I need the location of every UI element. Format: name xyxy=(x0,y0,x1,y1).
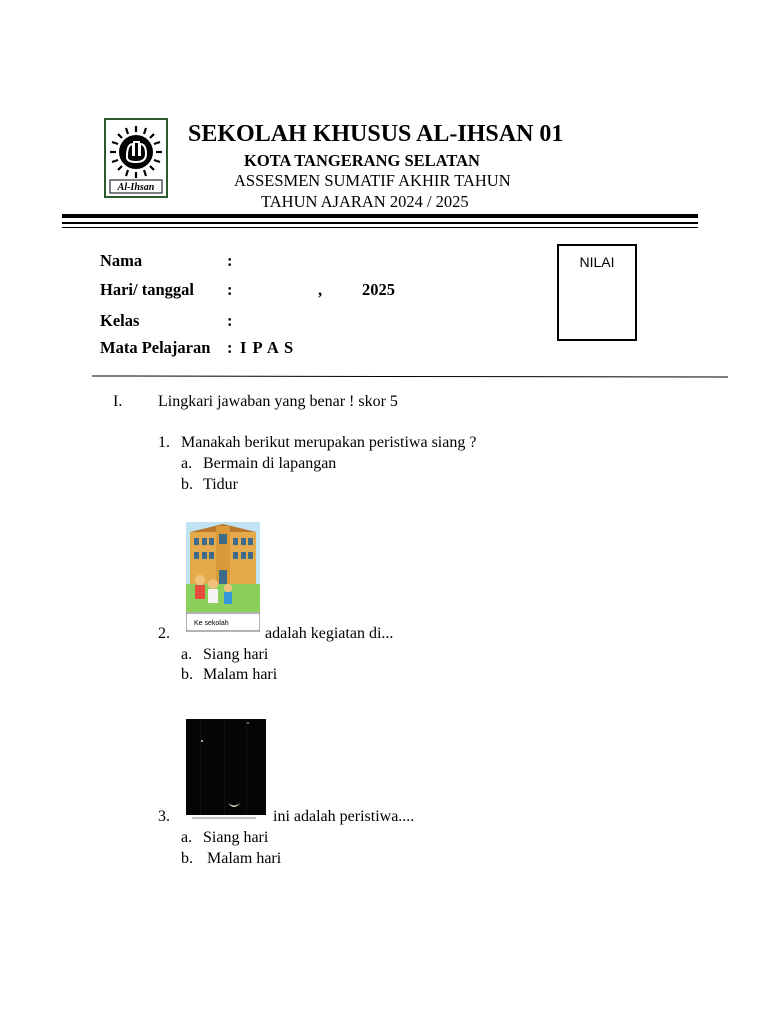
question-3-text: ini adalah peristiwa.... xyxy=(273,808,415,825)
date-colon: : xyxy=(227,280,233,299)
question-2-option-a-letter: a. xyxy=(181,646,193,663)
name-label: Nama xyxy=(100,251,143,270)
school-name: SEKOLAH KHUSUS AL-IHSAN 01 xyxy=(188,121,564,147)
section-instruction: Lingkari jawaban yang benar ! skor 5 xyxy=(158,393,398,410)
question-2-option-b-letter: b. xyxy=(181,666,193,683)
class-label: Kelas xyxy=(100,311,140,330)
assessment-title: ASSESMEN SUMATIF AKHIR TAHUN xyxy=(234,171,511,190)
night-sky-illustration xyxy=(186,719,266,821)
question-2-number: 2. xyxy=(158,625,170,642)
score-label: NILAI xyxy=(579,254,615,270)
score-box xyxy=(557,244,637,341)
question-3-option-a-letter: a. xyxy=(181,829,193,846)
school-illustration-caption: Ke sekolah xyxy=(194,620,229,627)
name-colon: : xyxy=(227,251,233,270)
question-1-option-a-letter: a. xyxy=(181,455,193,472)
subject-value: I P A S xyxy=(240,338,295,357)
question-1-option-b-letter: b. xyxy=(181,476,193,493)
question-1-option-a: Bermain di lapangan xyxy=(203,455,337,472)
section-separator xyxy=(92,375,728,377)
question-3-option-b: Malam hari xyxy=(203,850,282,867)
section-numeral: I. xyxy=(113,393,123,410)
question-3-option-b-letter: b. xyxy=(181,850,193,867)
date-comma: , xyxy=(318,280,323,299)
academic-year: TAHUN AJARAN 2024 / 2025 xyxy=(261,192,469,211)
school-logo xyxy=(104,118,168,198)
question-2-option-b: Malam hari xyxy=(203,666,278,683)
header-rule-thin xyxy=(62,222,698,224)
class-colon: : xyxy=(227,311,233,330)
question-3-option-a: Siang hari xyxy=(203,829,269,846)
subject-colon: : xyxy=(227,338,233,357)
question-1-number: 1. xyxy=(158,434,170,451)
city-name: KOTA TANGERANG SELATAN xyxy=(244,151,480,170)
header-rule-thin-2 xyxy=(62,227,698,228)
date-year: 2025 xyxy=(362,280,395,299)
school-illustration xyxy=(186,522,260,632)
question-2-text: adalah kegiatan di... xyxy=(265,625,394,642)
question-1-text: Manakah berikut merupakan peristiwa siang ? xyxy=(181,434,477,451)
logo-text: Al-Ihsan xyxy=(117,182,155,193)
question-1-option-b: Tidur xyxy=(203,476,238,493)
question-2-option-a: Siang hari xyxy=(203,646,269,663)
date-label: Hari/ tanggal xyxy=(100,280,194,299)
question-3-number: 3. xyxy=(158,808,170,825)
header-rule-thick xyxy=(62,214,698,218)
subject-label: Mata Pelajaran xyxy=(100,338,211,357)
